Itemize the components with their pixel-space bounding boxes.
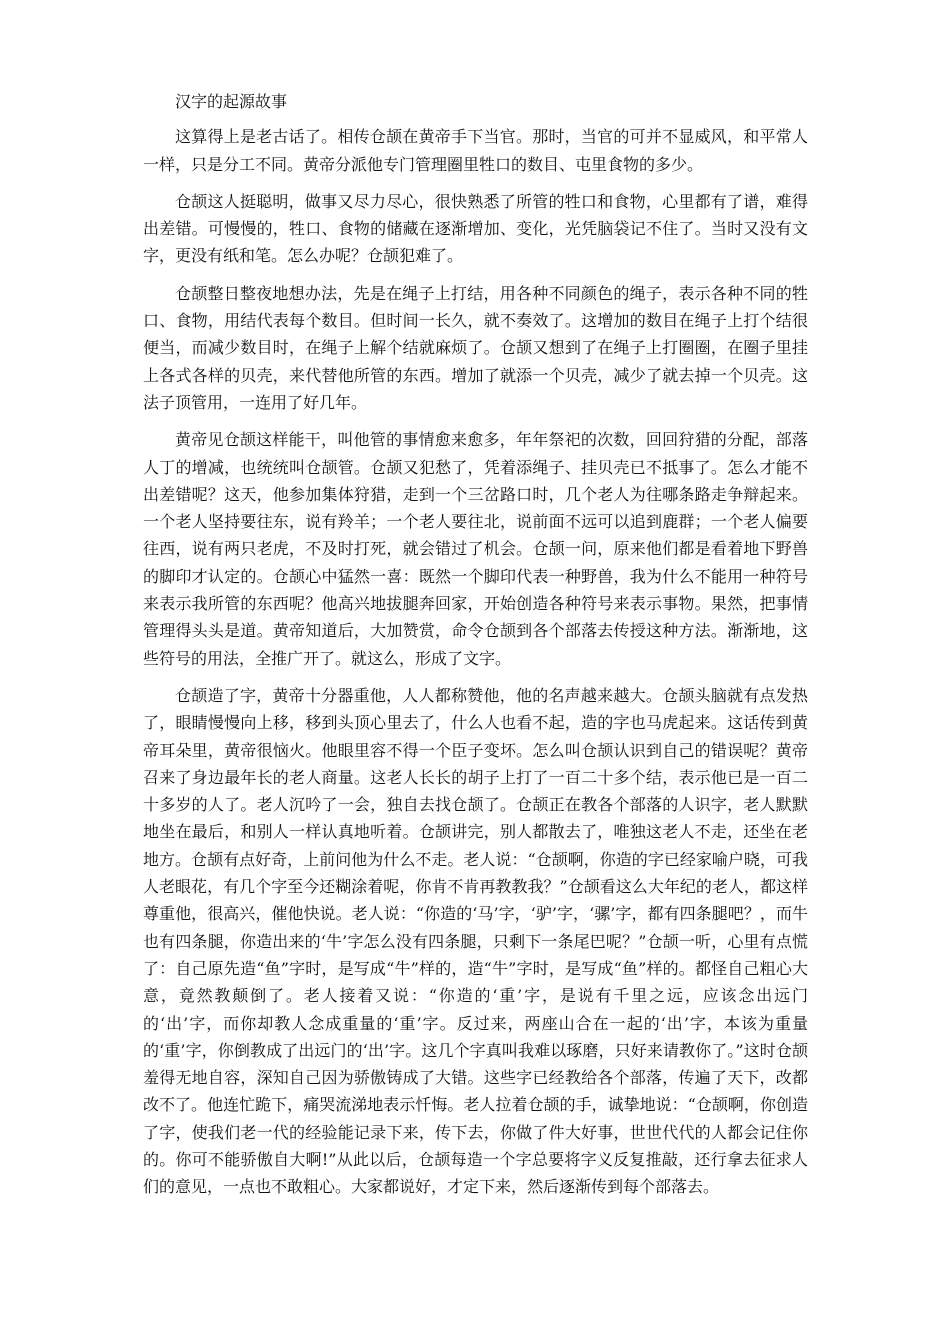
paragraph-3: 仓颉整日整夜地想办法，先是在绳子上打结，用各种不同颜色的绳子，表示各种不同的牲口、食物，用结代表每个数目。但时间一长久，就不奏效了。这增加的数目在绳子上打个结很便当，而减少数目时，在绳子上解个结就麻烦了。仓颉又想到了在绳子上打圈圈，在圈子里挂上各式各样的贝壳，来代替他所管的东西。增加了就添一个贝壳，减少了就去掉一个贝壳。这法子顶管用，一连用了好几年。 <box>143 283 808 412</box>
paragraph-4: 黄帝见仓颉这样能干，叫他管的事情愈来愈多，年年祭祀的次数，回回狩猎的分配，部落人丁的增减，也统统叫仓颉管。仓颉又犯愁了，凭着添绳子、挂贝壳已不抵事了。怎么才能不出差错呢？这天，他参加集体狩猎，走到一个三岔路口时，几个老人为往哪条路走争辩起来。一个老人坚持要往东，说有羚羊；一个老人要往北，说前面不远可以追到鹿群；一个老人偏要往西，说有两只老虎，不及时打死，就会错过了机会。仓颉一问，原来他们都是看着地下野兽的脚印才认定的。仓颉心中猛然一喜：既然一个脚印代表一种野兽，我为什么不能用一种符号来表示我所管的东西呢？他高兴地拔腿奔回家，开始创造各种符号来表示事物。果然，把事情管理得头头是道。黄帝知道后，大加赞赏，命令仓颉到各个部落去传授这种方法。渐渐地，这些符号的用法，全推广开了。就这么，形成了文字。 <box>143 430 808 668</box>
paragraph-5: 仓颉造了字，黄帝十分器重他，人人都称赞他，他的名声越来越大。仓颉头脑就有点发热了，眼睛慢慢向上移，移到头顶心里去了，什么人也看不起，造的字也马虎起来。这话传到黄帝耳朵里，黄帝很恼火。他眼里容不得一个臣子变坏。怎么叫仓颉认识到自己的错误呢？黄帝召来了身边最年长的老人商量。这老人长长的胡子上打了一百二十多个结，表示他已是一百二十多岁的人了。老人沉吟了一会，独自去找仓颉了。仓颉正在教各个部落的人识字，老人默默地坐在最后，和别人一样认真地听着。仓颉讲完，别人都散去了，唯独这老人不走，还坐在老地方。仓颉有点好奇，上前问他为什么不走。老人说：“仓颉啊，你造的字已经家喻户晓，可我人老眼花，有几个字至今还糊涂着呢，你肯不肯再教教我？”仓颉看这么大年纪的老人，都这样尊重他，很高兴，催他快说。老人说：“你造的‘马’字，‘驴’字，‘骡’字，都有四条腿吧？，而牛也有四条腿，你造出来的‘牛’字怎么没有四条腿，只剩下一条尾巴呢？”仓颉一听，心里有点慌了：自己原先造“鱼”字时，是写成“牛”样的，造“牛”字时，是写成“鱼”样的。都怪自己粗心大意，竟然教颠倒了。老人接着又说：“你造的‘重’字，是说有千里之远，应该念出远门的‘出’字，而你却教人念成重量的‘重’字。反过来，两座山合在一起的‘出’字，本该为重量的‘重’字，你倒教成了出远门的‘出’字。这几个字真叫我难以琢磨，只好来请教你了。”这时仓颉羞得无地自容，深知自己因为骄傲铸成了大错。这些字已经教给各个部落，传遍了天下，改都改不了。他连忙跪下，痛哭流涕地表示忏悔。老人拉着仓颉的手，诚挚地说：“仓颉啊，你创造了字，使我们老一代的经验能记录下来，传下去，你做了件大好事，世世代代的人都会记住你的。你可不能骄傲自大啊!”从此以后，仓颉每造一个字总要将字义反复推敲，还行拿去征求人们的意见，一点也不敢粗心。大家都说好，才定下来，然后逐渐传到每个部落去。 <box>143 685 808 1197</box>
document-title: 汉字的起源故事 <box>175 92 288 111</box>
paragraph-2: 仓颉这人挺聪明，做事又尽力尽心，很快熟悉了所管的牲口和食物，心里都有了谱，难得出差错。可慢慢的，牲口、食物的储藏在逐渐增加、变化，光凭脑袋记不住了。当时又没有文字，更没有纸和笔。怎么办呢？仓颉犯难了。 <box>143 191 808 266</box>
document-page <box>143 88 808 1211</box>
paragraph-1: 这算得上是老古话了。相传仓颉在黄帝手下当官。那时，当官的可并不显威风，和平常人一样，只是分工不同。黄帝分派他专门管理圈里牲口的数目、屯里食物的多少。 <box>143 127 808 174</box>
